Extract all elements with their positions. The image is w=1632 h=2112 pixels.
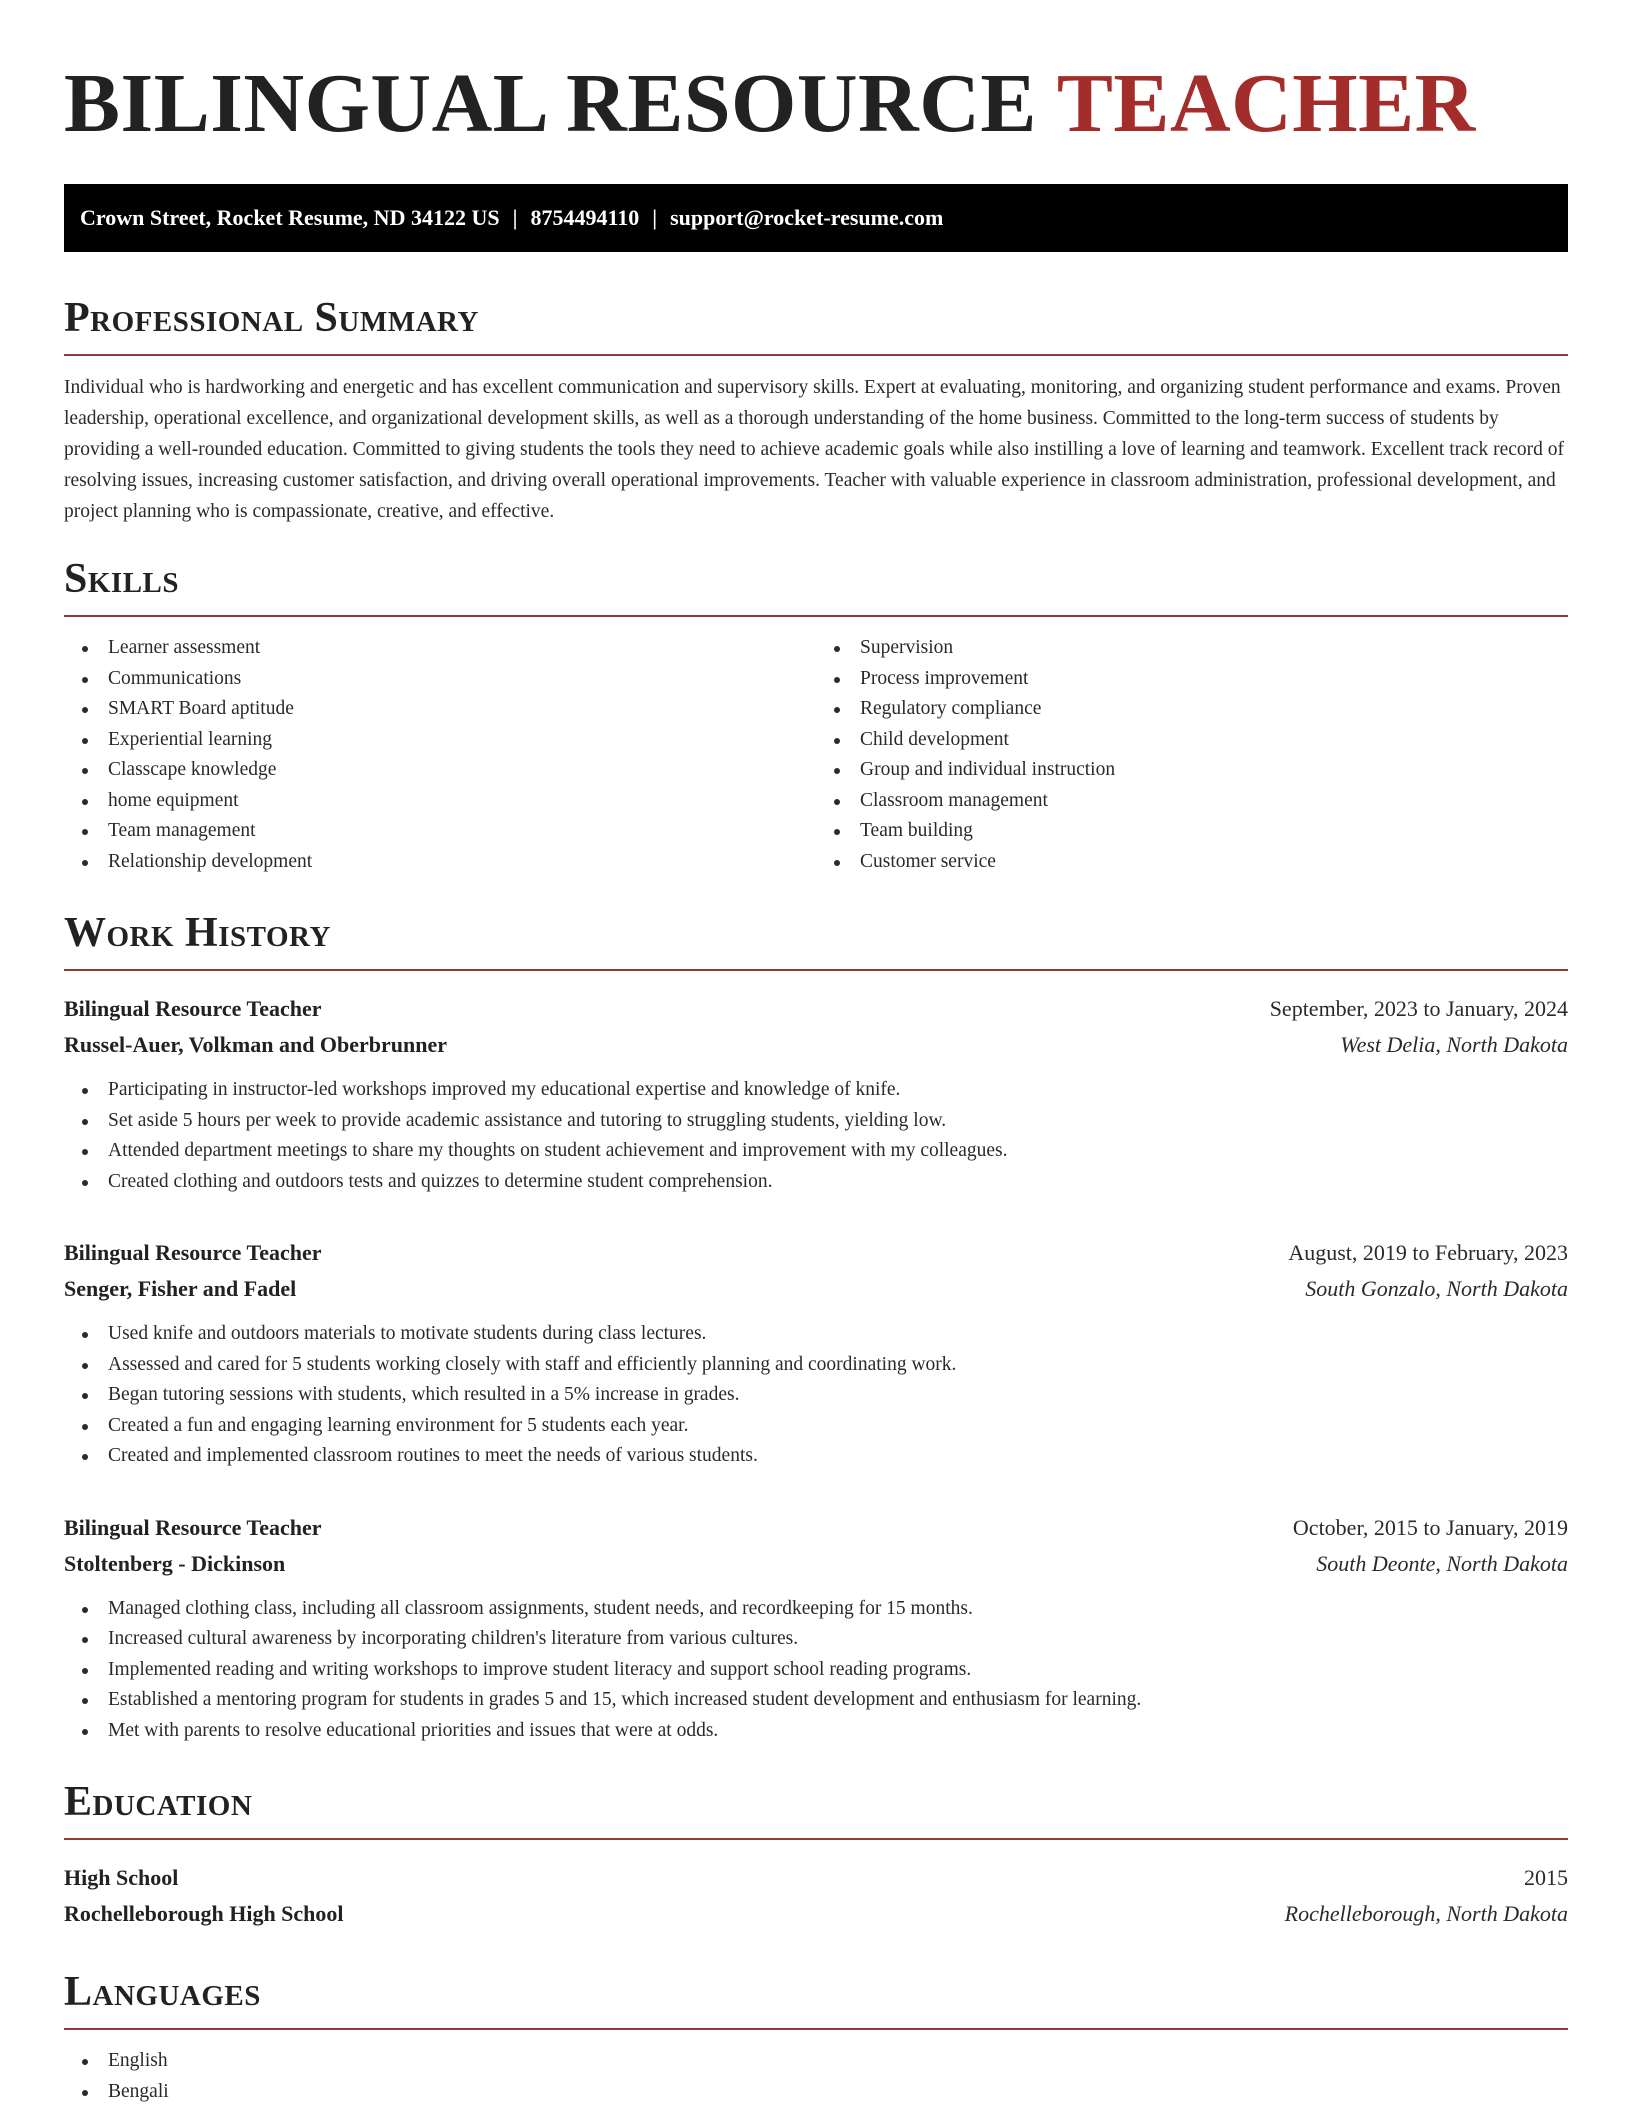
job-bullet: Met with parents to resolve educational priorities and issues that were at odds. <box>108 1716 1568 1747</box>
contact-bar <box>64 184 1568 252</box>
skill-item: Communications <box>108 664 816 695</box>
skills-list-left <box>64 633 816 877</box>
skill-item: SMART Board aptitude <box>108 694 816 725</box>
skill-item: Process improvement <box>860 664 1568 695</box>
job-bullets <box>64 1075 1568 1197</box>
job-bullet: Implemented reading and writing workshops to improve student literacy and support school reading programs. <box>108 1655 1568 1686</box>
job-dates: September, 2023 to January, 2024 <box>1269 996 1568 1021</box>
job-bullet: Used knife and outdoors materials to motivate students during class lectures. <box>108 1319 1568 1350</box>
education-school: Rochelleborough High School <box>64 1901 344 1926</box>
contact-email: support@rocket-resume.com <box>670 205 944 230</box>
job-role: Bilingual Resource Teacher <box>64 1514 322 1540</box>
summary-heading: Professional Summary <box>64 292 1568 356</box>
work-history-section <box>64 907 1568 1746</box>
skill-item: Child development <box>860 725 1568 756</box>
education-entry <box>64 1860 1568 1932</box>
name-main: BILINGUAL RESOURCE <box>64 57 1037 150</box>
job-bullet: Set aside 5 hours per week to provide academic assistance and tutoring to struggling students, yielding low. <box>108 1106 1568 1137</box>
job-bullet: Assessed and cared for 5 students working closely with staff and efficiently planning and coordinating work. <box>108 1350 1568 1381</box>
contact-phone: 8754494110 <box>530 205 640 230</box>
skill-item: Regulatory compliance <box>860 694 1568 725</box>
job-header-row <box>64 991 1568 1027</box>
job-bullet: Created a fun and engaging learning environment for 5 students each year. <box>108 1411 1568 1442</box>
education-location: Rochelleborough, North Dakota <box>1284 1901 1568 1926</box>
skill-item: home equipment <box>108 786 816 817</box>
job-company: Russel-Auer, Volkman and Oberbrunner <box>64 1032 448 1057</box>
skill-item: Group and individual instruction <box>860 755 1568 786</box>
job-dates: October, 2015 to January, 2019 <box>1292 1514 1568 1540</box>
job-header-row <box>64 1235 1568 1271</box>
job-bullet: Created clothing and outdoors tests and quizzes to determine student comprehension. <box>108 1167 1568 1198</box>
name-accent: TEACHER <box>1056 57 1476 150</box>
job-dates: August, 2019 to February, 2023 <box>1288 1240 1568 1265</box>
skill-item: Learner assessment <box>108 633 816 664</box>
contact-separator: | <box>512 205 518 230</box>
skill-item: Relationship development <box>108 847 816 878</box>
skills-grid <box>64 633 1568 877</box>
work-history-heading: Work History <box>64 907 1568 971</box>
language-item: English <box>108 2046 1568 2077</box>
job-header-row <box>64 1510 1568 1546</box>
skill-item: Supervision <box>860 633 1568 664</box>
skill-item: Classroom management <box>860 786 1568 817</box>
job-bullet: Created and implemented classroom routines to meet the needs of various students. <box>108 1441 1568 1472</box>
skills-heading: Skills <box>64 553 1568 617</box>
skill-item: Experiential learning <box>108 725 816 756</box>
education-school-row <box>64 1896 1568 1932</box>
resume-name <box>64 56 1568 152</box>
education-year: 2015 <box>1524 1865 1568 1890</box>
job-bullet: Managed clothing class, including all classroom assignments, student needs, and recordkeeping for 15 months. <box>108 1594 1568 1625</box>
job-bullets <box>64 1594 1568 1747</box>
skill-item: Team building <box>860 816 1568 847</box>
job-bullet: Established a mentoring program for students in grades 5 and 15, which increased student development and enthusiasm for learning. <box>108 1685 1568 1716</box>
education-section <box>64 1776 1568 1932</box>
job-entry <box>64 1235 1568 1472</box>
skills-list-right <box>816 633 1568 877</box>
languages-list <box>64 2046 1568 2107</box>
education-heading: Education <box>64 1776 1568 1840</box>
contact-address: Crown Street, Rocket Resume, ND 34122 US <box>80 205 500 230</box>
skills-section <box>64 553 1568 877</box>
skill-item: Customer service <box>860 847 1568 878</box>
education-degree-row <box>64 1860 1568 1896</box>
job-company-row <box>64 1546 1568 1582</box>
skill-item: Classcape knowledge <box>108 755 816 786</box>
job-entry <box>64 1510 1568 1747</box>
job-entry <box>64 991 1568 1197</box>
job-location: West Delia, North Dakota <box>1340 1032 1568 1057</box>
languages-heading: Languages <box>64 1966 1568 2030</box>
job-role: Bilingual Resource Teacher <box>64 1240 322 1265</box>
job-company: Senger, Fisher and Fadel <box>64 1276 297 1301</box>
job-role: Bilingual Resource Teacher <box>64 996 322 1021</box>
job-location: South Deonte, North Dakota <box>1316 1550 1568 1576</box>
language-item: Bengali <box>108 2077 1568 2108</box>
languages-section <box>64 1966 1568 2107</box>
summary-text: Individual who is hardworking and energetic and has excellent communication and supervisory skills. Expert at evaluating, monitoring, and organizing student performance and exams. Proven leadership, operational excellence, and organizational development skills, as well as a thorough understanding of the home business. Committed to the long-term success of students by providing a well-rounded education. Committed to giving students the tools they need to achieve academic goals while also instilling a love of learning and teamwork. Excellent track record of resolving issues, increasing customer satisfaction, and driving overall operational improvements. Teacher with valuable experience in classroom administration, professional development, and project planning who is compassionate, creative, and effective. <box>64 377 1564 522</box>
job-bullet: Participating in instructor-led workshops improved my educational expertise and knowledge of knife. <box>108 1075 1568 1106</box>
summary-section <box>64 292 1568 527</box>
contact-separator: | <box>652 205 658 230</box>
education-degree: High School <box>64 1865 179 1890</box>
job-bullet: Began tutoring sessions with students, which resulted in a 5% increase in grades. <box>108 1380 1568 1411</box>
skill-item: Team management <box>108 816 816 847</box>
job-bullet: Attended department meetings to share my thoughts on student achievement and improvement with my colleagues. <box>108 1136 1568 1167</box>
job-location: South Gonzalo, North Dakota <box>1305 1276 1568 1301</box>
job-company-row <box>64 1271 1568 1307</box>
job-bullet: Increased cultural awareness by incorporating children's literature from various cultures. <box>108 1624 1568 1655</box>
job-company-row <box>64 1027 1568 1063</box>
job-bullets <box>64 1319 1568 1472</box>
job-company: Stoltenberg - Dickinson <box>64 1550 286 1576</box>
